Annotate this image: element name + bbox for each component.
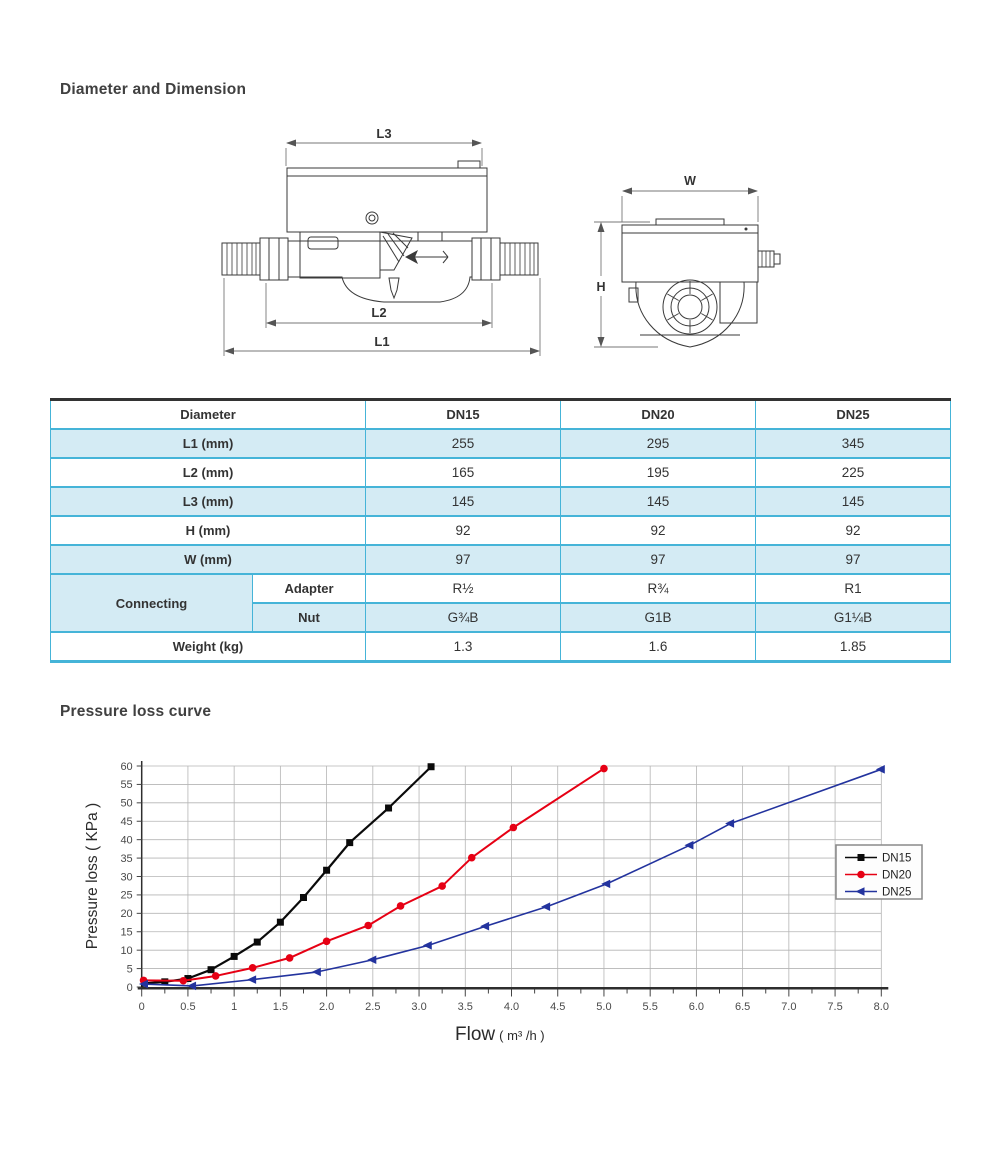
section-title-pressure-loss: Pressure loss curve bbox=[60, 703, 212, 720]
dim-label-h: H bbox=[596, 280, 606, 294]
pressure-loss-chart-container bbox=[0, 740, 1000, 1080]
table-row: W (mm) 97 97 97 bbox=[51, 545, 951, 574]
table-row: L3 (mm) 145 145 145 bbox=[51, 487, 951, 516]
dim-label-w: W bbox=[684, 174, 696, 188]
table-row: L1 (mm) 255 295 345 bbox=[51, 429, 951, 458]
svg-text:5.5: 5.5 bbox=[642, 1001, 658, 1013]
svg-text:3.0: 3.0 bbox=[411, 1001, 427, 1013]
svg-text:8.0: 8.0 bbox=[873, 1001, 889, 1013]
svg-text:5: 5 bbox=[126, 963, 133, 976]
probe bbox=[389, 278, 399, 298]
y-axis-labels bbox=[120, 761, 132, 994]
series-dn20 bbox=[140, 765, 608, 985]
svg-text:1: 1 bbox=[231, 1001, 238, 1013]
pressure-loss-chart bbox=[0, 740, 1000, 1080]
svg-text:7.0: 7.0 bbox=[781, 1001, 797, 1013]
svg-text:45: 45 bbox=[120, 816, 133, 829]
table-row-connecting-adapter: Connecting Adapter R½ R¾ R1 bbox=[51, 574, 951, 603]
svg-text:35: 35 bbox=[120, 852, 133, 865]
dim-label-l1: L1 bbox=[374, 334, 390, 349]
dim-label-l3: L3 bbox=[376, 126, 392, 141]
x-axis-labels bbox=[139, 1001, 889, 1013]
header-diameter: Diameter bbox=[51, 400, 366, 430]
svg-text:4.5: 4.5 bbox=[550, 1001, 566, 1013]
svg-text:40: 40 bbox=[120, 834, 133, 847]
x-axis-title: Flow ( m³ /h ) bbox=[455, 1024, 545, 1045]
svg-text:5.0: 5.0 bbox=[596, 1001, 612, 1013]
table-row: L2 (mm) 165 195 225 bbox=[51, 458, 951, 487]
svg-text:25: 25 bbox=[120, 889, 133, 902]
svg-text:4.0: 4.0 bbox=[503, 1001, 520, 1013]
housing-outline bbox=[287, 168, 487, 232]
nut-left bbox=[260, 238, 288, 280]
y-axis-title: Pressure loss ( KPa ) bbox=[84, 802, 101, 950]
svg-text:10: 10 bbox=[120, 944, 133, 957]
section-title-dimension: Diameter and Dimension bbox=[60, 81, 247, 98]
svg-text:6.5: 6.5 bbox=[734, 1001, 751, 1013]
dimension-table bbox=[50, 398, 951, 663]
table-row: H (mm) 92 92 92 bbox=[51, 516, 951, 545]
svg-text:0.5: 0.5 bbox=[180, 1001, 196, 1013]
svg-text:15: 15 bbox=[120, 926, 133, 939]
svg-text:0: 0 bbox=[126, 981, 133, 994]
chart-legend bbox=[836, 845, 922, 899]
side-view-drawing bbox=[222, 161, 538, 302]
x-axis-ticks bbox=[142, 990, 882, 997]
flow-arrow-icon bbox=[405, 250, 448, 264]
chart-axes bbox=[138, 761, 889, 988]
side-view-dimensions bbox=[224, 143, 540, 356]
svg-text:2.5: 2.5 bbox=[365, 1001, 381, 1013]
thread-right bbox=[500, 243, 538, 275]
svg-text:3.5: 3.5 bbox=[457, 1001, 473, 1013]
svg-text:50: 50 bbox=[120, 797, 133, 810]
legend-label-dn15: DN15 bbox=[882, 852, 912, 865]
header-dn20: DN20 bbox=[561, 400, 756, 430]
table-header-row bbox=[51, 400, 951, 430]
front-view-dimensions bbox=[594, 191, 758, 347]
dim-label-l2: L2 bbox=[371, 305, 387, 320]
series-dn15 bbox=[141, 763, 435, 987]
thread-left bbox=[222, 243, 260, 275]
svg-text:0: 0 bbox=[138, 1001, 145, 1013]
svg-text:60: 60 bbox=[120, 760, 133, 773]
dimension-drawings bbox=[0, 0, 1000, 390]
front-housing bbox=[622, 225, 758, 282]
svg-text:1.5: 1.5 bbox=[272, 1001, 289, 1013]
svg-text:20: 20 bbox=[120, 908, 133, 921]
svg-text:2.0: 2.0 bbox=[318, 1001, 335, 1013]
body-belly bbox=[288, 277, 472, 302]
legend-label-dn20: DN20 bbox=[882, 869, 912, 882]
front-view-drawing bbox=[622, 219, 780, 347]
antenna-bump bbox=[458, 161, 480, 168]
header-dn15: DN15 bbox=[366, 400, 561, 430]
svg-text:6.0: 6.0 bbox=[688, 1001, 705, 1013]
legend-label-dn25: DN25 bbox=[882, 886, 912, 899]
svg-text:30: 30 bbox=[120, 871, 133, 884]
table-row-connecting-nut: Nut G¾B G1B G1¼B bbox=[51, 603, 951, 632]
svg-text:7.5: 7.5 bbox=[827, 1001, 843, 1013]
chart-grid bbox=[142, 766, 882, 987]
header-dn25: DN25 bbox=[756, 400, 951, 430]
nut-right bbox=[472, 238, 500, 280]
transducer-block bbox=[300, 232, 380, 278]
table-row: Weight (kg) 1.3 1.6 1.85 bbox=[51, 632, 951, 662]
svg-text:55: 55 bbox=[120, 779, 133, 792]
connecting-group-cell: Connecting bbox=[51, 574, 253, 632]
